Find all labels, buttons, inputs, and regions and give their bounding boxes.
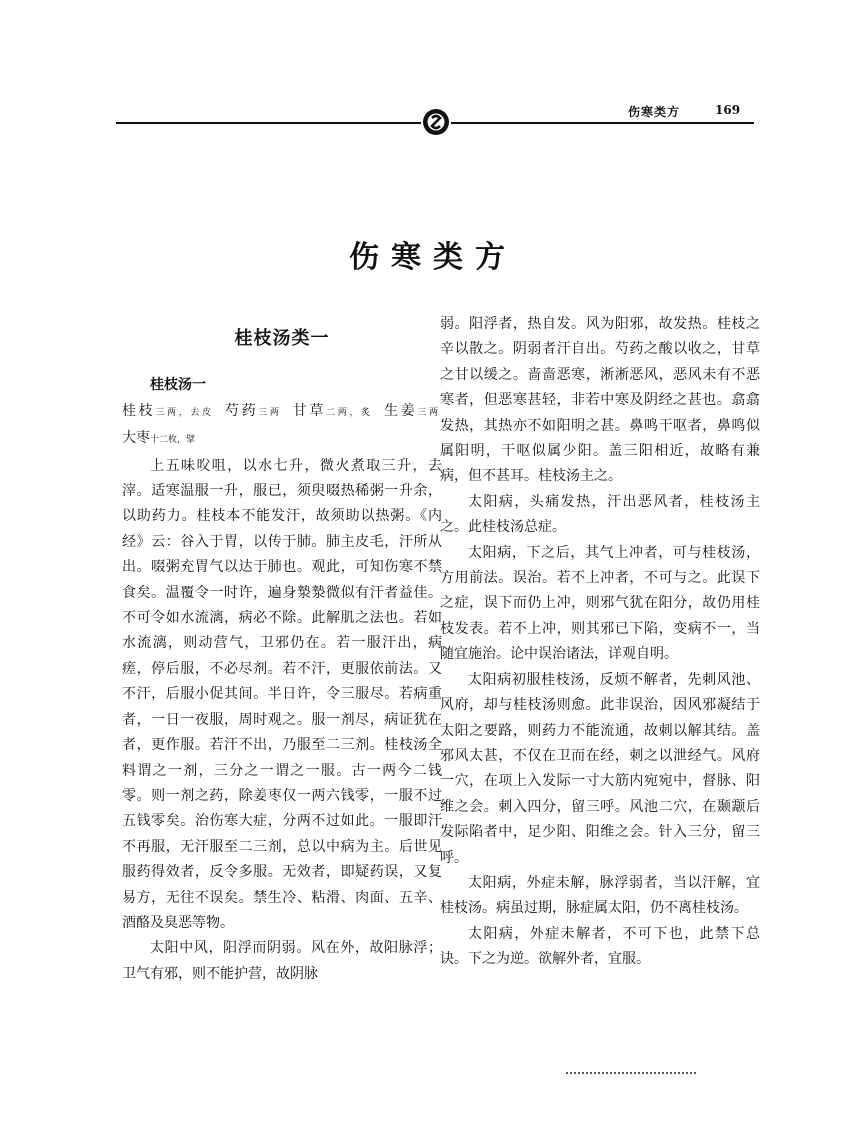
ingredient: 大枣十二枚，擘: [122, 430, 196, 447]
body-paragraph: 太阳病初服桂枝汤，反烦不解者，先刺风池、风府，却与桂枝汤则愈。此非误治，因风邪凝结于太阳之要路，则药力不能流通，故刺以解其结。盖邪风太甚，不仅在卫而在经，刺之以泄经气。风府一穴，在项上入发际一寸大筋内宛宛中，督脉、阳维之会。刺入四分，留三呼。风池二穴，在颞颥后发际陷者中，足少阳、阳维之会。针入三分，留三呼。: [440, 671, 760, 866]
scan-artifact: [566, 1072, 696, 1077]
ingredient: 生姜三两: [383, 402, 439, 419]
section-heading: 桂枝汤类一: [234, 328, 330, 349]
recipe-title: 桂枝汤一: [150, 377, 206, 394]
chapter-title: 伤寒类方: [349, 240, 517, 275]
body-paragraph: 太阳病，头痛发热，汗出恶风者，桂枝汤主之。此桂枝汤总症。: [440, 493, 760, 536]
running-title: 伤寒类方: [628, 105, 681, 119]
body-paragraph: 太阳中风，阳浮而阴弱。风在外，故阳脉浮；卫气有邪，则不能护营，故阴脉: [122, 940, 442, 982]
body-paragraph: 太阳病，外症未解，脉浮弱者，当以汗解，宜桂枝汤。病虽过期，脉症属太阳，仍不离桂枝汤。: [440, 874, 760, 917]
ingredient: 芍药三两: [224, 402, 282, 419]
body-paragraph: 弱。阳浮者，热自发。风为阳邪，故发热。桂枝之辛以散之。阴弱者汗自出。芍药之酸以收之，甘草之甘以缓之。啬啬恶寒，淅淅恶风，恶风未有不恶寒者，但恶寒甚轻，非若中寒及阴经之甚也。翕翕发热，其热亦不如阳明之甚。鼻鸣干呕者，鼻鸣似属阳明，干呕似属少阳。盖三阳相近，故略有兼病，但不甚耳。桂枝汤主之。: [440, 316, 760, 485]
body-paragraph: 太阳病，下之后，其气上冲者，可与桂枝汤，方用前法。误治。若不上冲者，不可与之。此误下之症，误下而仍上冲，则邪气犹在阳分，故仍用桂枝发表。若不上冲，则其邪已下陷，变病不一，当随宜施治。论中误治诸法，详观自明。: [440, 544, 760, 663]
ingredient-list: [122, 399, 442, 454]
left-column: [122, 312, 442, 987]
ingredient: 甘草二两，炙: [292, 402, 373, 419]
publisher-emblem-icon: [421, 107, 451, 137]
body-paragraph: 上五味㕮咀，以水七升，微火煮取三升，去滓。适寒温服一升，服已，须臾啜热稀粥一升余，以助药力。桂枝本不能发汗，故须助以热粥。《内经》云：谷入于胃，以传于肺。肺主皮毛，汗所从出。啜粥充胃气以达于肺也。观此，可知伤寒不禁食矣。温覆令一时许，遍身漐漐微似有汗者益佳。不可令如水流漓，病必不除。此解肌之法也。若如水流漓，则动营气，卫邪仍在。若一服汗出，病瘥，停后服，不必尽剂。若不汗，更服依前法。又不汗，后服小促其间。半日许，令三服尽。若病重者，一日一夜服，周时观之。服一剂尽，病证犹在者，更作服。若汗不出，乃服至二三剂。桂枝汤全料谓之一剂，三分之一谓之一服。古一两今二钱零。则一剂之药，除姜枣仅一两六钱零，一服不过五钱零矣。治伤寒大症，分两不过如此。一服即汗不再服，无汗服至二三剂，总以中病为主。后世见服药得效者，反令多服。无效者，即疑药误，又复易方，无往不误矣。禁生冷、粘滑、肉面、五辛、酒酪及臭恶等物。: [122, 457, 442, 931]
ingredient: 桂枝三两，去皮: [122, 402, 214, 419]
page-number: 169: [715, 103, 741, 117]
right-column: [440, 312, 760, 973]
body-paragraph: 太阳病，外症未解者，不可下也，此禁下总诀。下之为逆。欲解外者，宜服。: [440, 925, 760, 968]
